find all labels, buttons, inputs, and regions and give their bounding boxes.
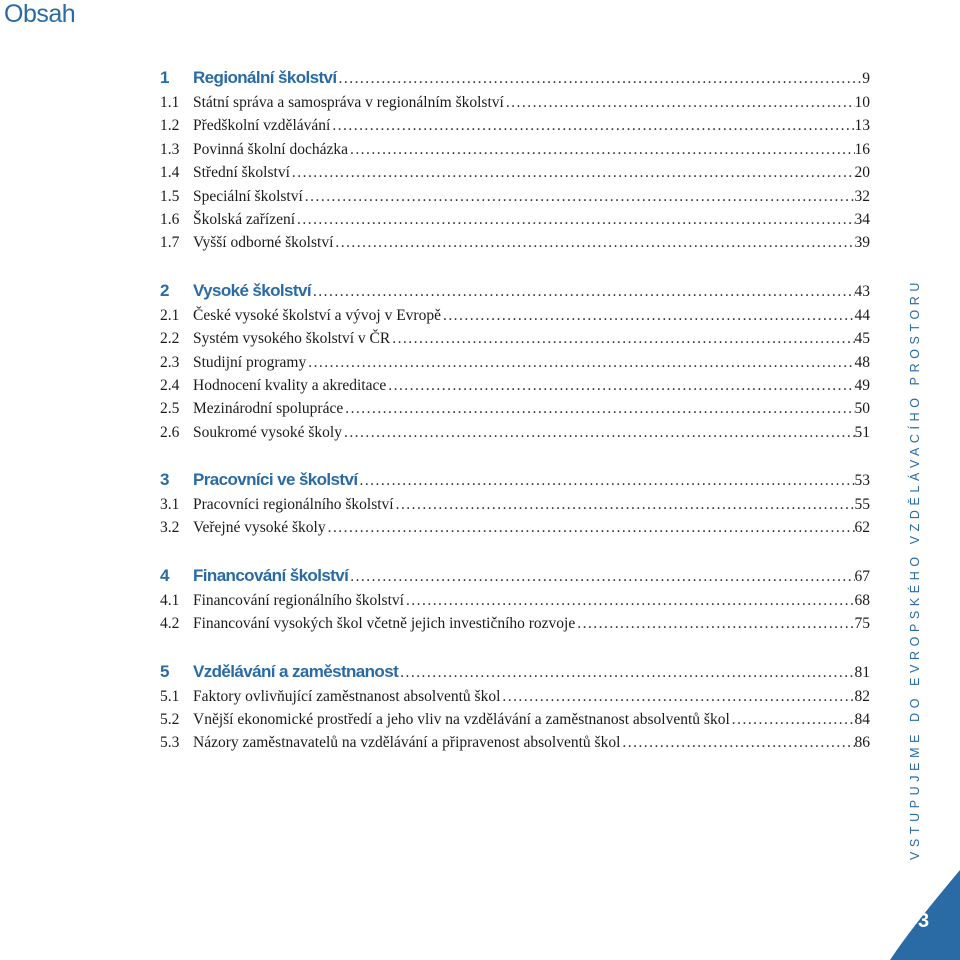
dot-leader bbox=[348, 138, 855, 161]
dot-leader bbox=[337, 65, 863, 92]
toc-number: 1.6 bbox=[160, 210, 180, 228]
toc-title: Pracovníci regionálního školství bbox=[193, 496, 394, 514]
toc-number: 4.1 bbox=[160, 591, 180, 609]
toc-title: Vzdělávání a zaměstnanost bbox=[193, 661, 399, 681]
toc-entry-row[interactable] bbox=[160, 589, 870, 612]
dot-leader bbox=[311, 278, 855, 305]
toc-page-number: 67 bbox=[854, 567, 870, 585]
dot-leader bbox=[386, 374, 854, 397]
dot-leader bbox=[326, 516, 855, 539]
dot-leader bbox=[306, 351, 854, 374]
dot-leader bbox=[404, 589, 855, 612]
toc-number: 2.2 bbox=[160, 330, 180, 348]
toc-number: 2 bbox=[160, 280, 169, 300]
toc-page-number: 55 bbox=[854, 496, 870, 514]
toc-number: 2.5 bbox=[160, 400, 180, 418]
toc-title: Studijní programy bbox=[193, 353, 307, 371]
toc-number: 1 bbox=[160, 68, 169, 87]
toc-page-number: 20 bbox=[854, 164, 870, 182]
toc-number: 2.6 bbox=[160, 423, 180, 441]
toc-title: Vyšší odborné školství bbox=[193, 234, 334, 252]
toc-title: Financování školství bbox=[193, 565, 349, 585]
toc-page-number: 34 bbox=[854, 210, 870, 228]
toc-entry-row[interactable] bbox=[160, 612, 870, 635]
toc-title: Faktory ovlivňující zaměstnanost absolventů škol bbox=[193, 687, 501, 705]
toc-page-number: 13 bbox=[854, 117, 870, 135]
toc-entry-row[interactable] bbox=[160, 708, 870, 731]
toc-number: 2.1 bbox=[160, 306, 180, 324]
toc-number: 5 bbox=[160, 661, 169, 681]
toc-entry-row[interactable] bbox=[160, 685, 870, 708]
toc-entry-row[interactable] bbox=[160, 731, 870, 754]
toc-entry-row[interactable] bbox=[160, 397, 870, 420]
dot-leader bbox=[390, 327, 854, 350]
table-of-contents bbox=[160, 64, 870, 777]
toc-title: Speciální školství bbox=[193, 187, 303, 205]
dot-leader bbox=[303, 185, 855, 208]
dot-leader bbox=[333, 231, 854, 254]
toc-page-number: 53 bbox=[854, 472, 870, 490]
toc-page-number: 45 bbox=[854, 330, 870, 348]
page-title: Obsah bbox=[4, 0, 76, 28]
toc-chapter-row[interactable] bbox=[160, 277, 870, 304]
toc-title: Mezinárodní spolupráce bbox=[193, 400, 344, 418]
toc-title: Názory zaměstnavatelů na vzdělávání a připravenost absolventů škol bbox=[193, 734, 621, 752]
toc-page-number: 82 bbox=[854, 687, 870, 705]
toc-page-number: 68 bbox=[854, 591, 870, 609]
toc-title: Regionální školství bbox=[193, 68, 337, 87]
dot-leader bbox=[394, 493, 855, 516]
toc-chapter-row[interactable] bbox=[160, 658, 870, 685]
toc-entry-row[interactable] bbox=[160, 114, 870, 137]
toc-section bbox=[160, 466, 870, 540]
dot-leader bbox=[500, 685, 854, 708]
dot-leader bbox=[330, 114, 854, 137]
dot-leader bbox=[575, 612, 854, 635]
toc-entry-row[interactable] bbox=[160, 91, 870, 114]
toc-number: 3 bbox=[160, 470, 169, 490]
toc-title: Veřejné vysoké školy bbox=[193, 519, 326, 537]
toc-entry-row[interactable] bbox=[160, 327, 870, 350]
dot-leader bbox=[398, 659, 854, 686]
toc-page-number: 43 bbox=[854, 282, 870, 300]
toc-title: Soukromé vysoké školy bbox=[193, 423, 342, 441]
toc-title: České vysoké školství a vývoj v Evropě bbox=[193, 306, 441, 324]
toc-title: Školská zařízení bbox=[193, 210, 296, 228]
toc-number: 1.5 bbox=[160, 187, 180, 205]
toc-number: 1.2 bbox=[160, 117, 180, 135]
toc-entry-row[interactable] bbox=[160, 231, 870, 254]
toc-number: 1.1 bbox=[160, 94, 180, 111]
toc-entry-row[interactable] bbox=[160, 421, 870, 444]
toc-number: 2.3 bbox=[160, 353, 180, 371]
toc-title: Hodnocení kvality a akreditace bbox=[193, 376, 387, 394]
toc-title: Státní správa a samospráva v regionálním školství bbox=[193, 94, 504, 111]
toc-page-number: 75 bbox=[854, 615, 870, 633]
toc-number: 4.2 bbox=[160, 615, 180, 633]
toc-number: 5.3 bbox=[160, 734, 180, 752]
toc-page-number: 32 bbox=[854, 187, 870, 205]
toc-page-number: 81 bbox=[854, 663, 870, 681]
toc-section bbox=[160, 562, 870, 636]
dot-leader bbox=[348, 563, 854, 590]
toc-title: Financování regionálního školství bbox=[193, 591, 404, 609]
toc-title: Systém vysokého školství v ČR bbox=[193, 330, 391, 348]
toc-chapter-row[interactable] bbox=[160, 64, 870, 91]
toc-title: Pracovníci ve školství bbox=[193, 470, 358, 490]
toc-entry-row[interactable] bbox=[160, 185, 870, 208]
dot-leader bbox=[620, 731, 854, 754]
toc-entry-row[interactable] bbox=[160, 208, 870, 231]
dot-leader bbox=[357, 467, 854, 494]
side-banner-text: VSTUPUJEME DO EVROPSKÉHO VZDĚLÁVACÍHO PROSTORU bbox=[908, 277, 922, 860]
toc-page-number: 50 bbox=[854, 400, 870, 418]
toc-number: 1.3 bbox=[160, 140, 180, 158]
toc-title: Střední školství bbox=[193, 164, 290, 182]
toc-entry-row[interactable] bbox=[160, 374, 870, 397]
toc-entry-row[interactable] bbox=[160, 516, 870, 539]
toc-entry-row[interactable] bbox=[160, 138, 870, 161]
toc-number: 2.4 bbox=[160, 376, 180, 394]
toc-page-number: 48 bbox=[854, 353, 870, 371]
toc-entry-row[interactable] bbox=[160, 161, 870, 184]
toc-entry-row[interactable] bbox=[160, 351, 870, 374]
toc-section bbox=[160, 64, 870, 255]
toc-page-number: 44 bbox=[854, 306, 870, 324]
toc-title: Financování vysokých škol včetně jejich investičního rozvoje bbox=[193, 615, 576, 633]
dot-leader bbox=[343, 397, 854, 420]
toc-number: 5.2 bbox=[160, 711, 180, 729]
toc-page-number: 86 bbox=[854, 734, 870, 752]
toc-number: 3.1 bbox=[160, 496, 180, 514]
dot-leader bbox=[290, 161, 855, 184]
toc-number: 1.4 bbox=[160, 164, 180, 182]
dot-leader bbox=[295, 208, 854, 231]
toc-entry-row[interactable] bbox=[160, 304, 870, 327]
toc-page-number: 16 bbox=[854, 140, 870, 158]
toc-page-number: 49 bbox=[854, 376, 870, 394]
toc-chapter-row[interactable] bbox=[160, 466, 870, 493]
toc-title: Povinná školní docházka bbox=[193, 140, 348, 158]
toc-number: 1.7 bbox=[160, 234, 180, 252]
toc-chapter-row[interactable] bbox=[160, 562, 870, 589]
toc-number: 3.2 bbox=[160, 519, 180, 537]
page-number: 3 bbox=[918, 910, 930, 932]
toc-page-number: 51 bbox=[854, 423, 870, 441]
toc-number: 4 bbox=[160, 565, 169, 585]
toc-section bbox=[160, 658, 870, 755]
toc-title: Předškolní vzdělávání bbox=[193, 117, 331, 135]
dot-leader bbox=[342, 421, 855, 444]
toc-page-number: 10 bbox=[854, 94, 870, 111]
toc-section bbox=[160, 277, 870, 444]
toc-title: Vysoké školství bbox=[193, 280, 311, 300]
toc-page-number: 62 bbox=[854, 519, 870, 537]
toc-entry-row[interactable] bbox=[160, 493, 870, 516]
toc-page-number: 39 bbox=[854, 234, 870, 252]
toc-page-number: 9 bbox=[862, 70, 870, 87]
dot-leader bbox=[504, 91, 855, 114]
dot-leader bbox=[730, 708, 855, 731]
toc-page-number: 84 bbox=[854, 711, 870, 729]
dot-leader bbox=[441, 304, 855, 327]
toc-number: 5.1 bbox=[160, 687, 180, 705]
toc-title: Vnější ekonomické prostředí a jeho vliv na vzdělávání a zaměstnanost absolventů škol bbox=[193, 711, 730, 729]
